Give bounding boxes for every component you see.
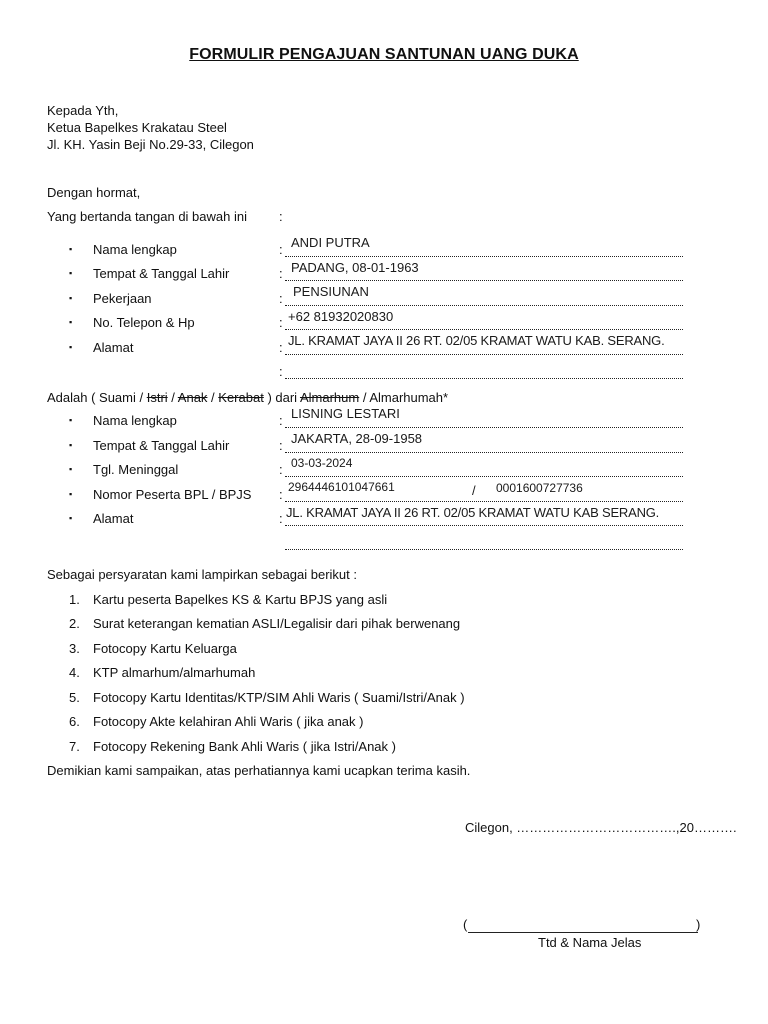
dotted-line[interactable]	[285, 364, 683, 379]
greeting: Dengan hormat,	[47, 185, 141, 200]
list-item-number: 7.	[69, 739, 80, 754]
applicant-phone-value[interactable]: +62 81932020830	[288, 309, 394, 324]
deceased-address-line-2[interactable]	[285, 535, 683, 550]
applicant-job-value[interactable]: PENSIUNAN	[293, 284, 369, 299]
relation-line	[47, 390, 448, 405]
field-colon: :	[279, 340, 283, 355]
deceased-birth-label: Tempat & Tanggal Lahir	[93, 438, 230, 453]
field-colon: :	[279, 438, 283, 453]
applicant-name-value[interactable]: ANDI PUTRA	[291, 235, 370, 250]
recipient-line-1: Kepada Yth,	[47, 103, 119, 118]
applicant-phone-label: No. Telepon & Hp	[93, 315, 195, 330]
relation-kerabat: Kerabat	[218, 390, 264, 405]
recipient-line-3: Jl. KH. Yasin Beji No.29-33, Cilegon	[47, 137, 254, 152]
place-date[interactable]: Cilegon, ……………………………….,20……….	[465, 820, 737, 835]
deceased-bpjs-value[interactable]: 0001600727736	[496, 481, 583, 495]
deceased-address-value[interactable]: JL. KRAMAT JAYA II 26 RT. 02/05 KRAMAT WATU KAB SERANG.	[286, 505, 660, 520]
relation-suffix: / Almarhumah*	[359, 390, 449, 405]
deceased-name-value[interactable]: LISNING LESTARI	[291, 406, 400, 421]
bullet-icon: ▪	[69, 293, 73, 303]
requirements-intro: Sebagai persyaratan kami lampirkan sebagai berikut :	[47, 567, 358, 582]
field-colon: :	[279, 266, 283, 281]
bullet-icon: ▪	[69, 464, 73, 474]
bullet-icon: ▪	[69, 244, 73, 254]
list-item-number: 6.	[69, 714, 80, 729]
relation-mid: ) dari	[263, 390, 300, 405]
bullet-icon: ▪	[69, 268, 73, 278]
page-title: FORMULIR PENGAJUAN SANTUNAN UANG DUKA	[189, 46, 579, 63]
relation-almarhum: Almarhum	[299, 390, 360, 405]
list-item: Fotocopy Rekening Bank Ahli Waris ( jika Istri/Anak )	[93, 739, 396, 754]
list-item-number: 3.	[69, 641, 80, 656]
list-item-number: 5.	[69, 690, 80, 705]
list-item-number: 1.	[69, 592, 80, 607]
deceased-name-label: Nama lengkap	[93, 413, 177, 428]
field-colon: :	[279, 462, 283, 477]
bullet-icon: ▪	[69, 317, 73, 327]
deceased-death-label: Tgl. Meninggal	[93, 462, 179, 477]
deceased-death-value[interactable]: 03-03-2024	[291, 456, 353, 470]
list-item: Kartu peserta Bapelkes KS & Kartu BPJS yang asli	[93, 592, 388, 607]
list-item-number: 4.	[69, 665, 80, 680]
field-colon: :	[279, 291, 283, 306]
signature-close-paren: )	[696, 917, 701, 932]
bullet-icon: ▪	[69, 513, 73, 523]
applicant-address-value[interactable]: JL. KRAMAT JAYA II 26 RT. 02/05 KRAMAT WATU KAB. SERANG.	[288, 333, 665, 348]
list-item: Fotocopy Kartu Keluarga	[93, 641, 237, 656]
bullet-icon: ▪	[69, 489, 73, 499]
list-item-number: 2.	[69, 616, 80, 631]
field-colon: :	[279, 315, 283, 330]
field-colon: :	[279, 364, 283, 379]
deceased-member-label: Nomor Peserta BPL / BPJS	[93, 487, 252, 502]
list-item: KTP almarhum/almarhumah	[93, 665, 256, 680]
list-item: Surat keterangan kematian ASLI/Legalisir dari pihak berwenang	[93, 616, 461, 631]
signature-line	[468, 932, 698, 933]
intro-text: Yang bertanda tangan di bawah ini	[47, 209, 247, 224]
signature-caption: Ttd & Nama Jelas	[538, 935, 642, 950]
relation-anak: Anak	[177, 390, 208, 405]
applicant-name-label: Nama lengkap	[93, 242, 177, 257]
field-colon: :	[279, 511, 283, 526]
bullet-icon: ▪	[69, 440, 73, 450]
deceased-birth-value[interactable]: JAKARTA, 28-09-1958	[291, 431, 423, 446]
deceased-address-label: Alamat	[93, 511, 134, 526]
applicant-job-label: Pekerjaan	[93, 291, 152, 306]
list-item: Fotocopy Akte kelahiran Ahli Waris ( jika anak )	[93, 714, 364, 729]
recipient-line-2: Ketua Bapelkes Krakatau Steel	[47, 120, 227, 135]
relation-sep: /	[167, 390, 178, 405]
signature-open-paren: (	[463, 917, 468, 932]
member-separator: /	[472, 483, 476, 498]
applicant-address-label: Alamat	[93, 340, 134, 355]
closing-text: Demikian kami sampaikan, atas perhatiannya kami ucapkan terima kasih.	[47, 763, 471, 778]
field-colon: :	[279, 413, 283, 428]
bullet-icon: ▪	[69, 415, 73, 425]
bullet-icon: ▪	[69, 342, 73, 352]
list-item: Fotocopy Kartu Identitas/KTP/SIM Ahli Waris ( Suami/Istri/Anak )	[93, 690, 465, 705]
deceased-bpl-value[interactable]: 2964446101047661	[288, 480, 395, 494]
field-colon: :	[279, 242, 283, 257]
relation-istri: Istri	[146, 390, 168, 405]
applicant-birth-value[interactable]: PADANG, 08-01-1963	[291, 260, 419, 275]
relation-prefix: Adalah ( Suami /	[47, 390, 147, 405]
applicant-birth-label: Tempat & Tanggal Lahir	[93, 266, 230, 281]
intro-colon: :	[279, 209, 283, 224]
field-colon: :	[279, 487, 283, 502]
relation-sep: /	[207, 390, 219, 405]
